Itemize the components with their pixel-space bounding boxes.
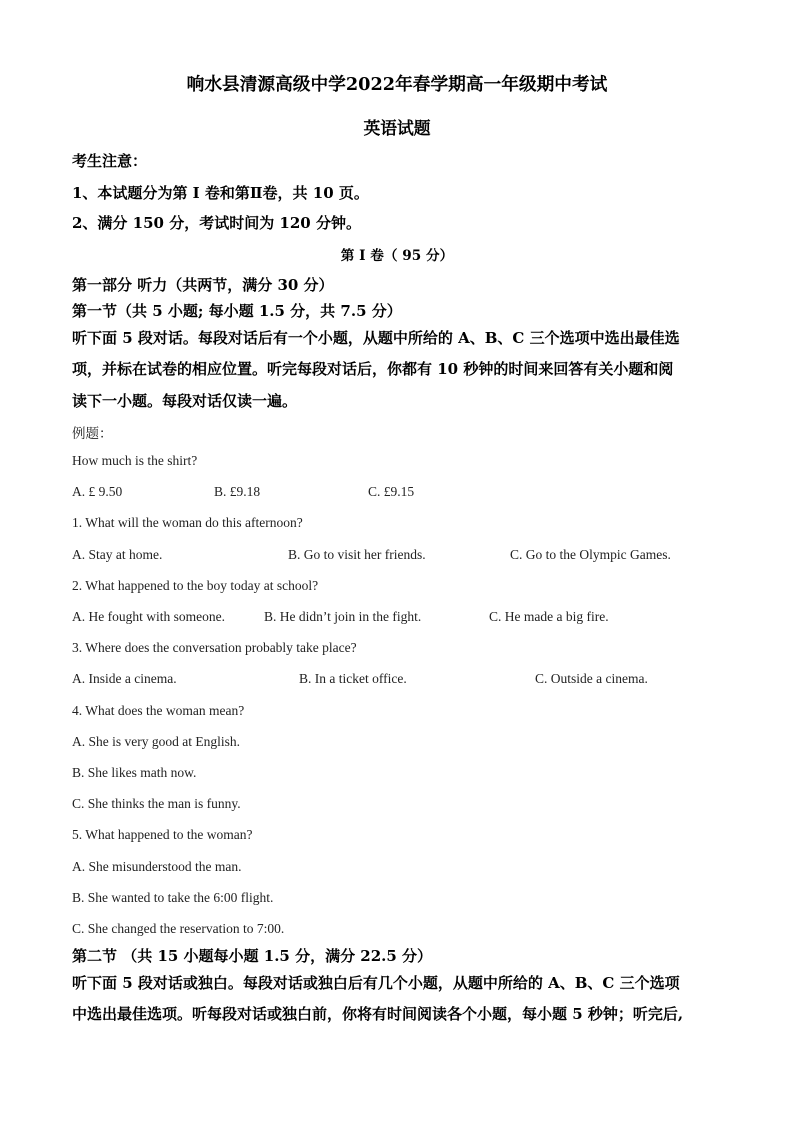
question-4: 4. What does the woman mean? bbox=[72, 703, 245, 718]
question-4-option-b: B. She likes math now. bbox=[72, 765, 197, 780]
example-option-c: C. £9.15 bbox=[368, 484, 415, 499]
notice-item: 1、本试题分为第 I 卷和第Ⅱ卷，共 10 页。 bbox=[72, 184, 369, 202]
question-3-option-b: B. In a ticket office. bbox=[299, 671, 407, 686]
question-1-option-c: C. Go to the Olympic Games. bbox=[510, 547, 671, 562]
notice-label: 考生注意： bbox=[72, 152, 148, 170]
example-question: How much is the shirt? bbox=[72, 453, 198, 468]
question-2: 2. What happened to the boy today at school? bbox=[72, 578, 319, 593]
question-4-option-a: A. She is very good at English. bbox=[72, 734, 240, 749]
question-2-option-a: A. He fought with someone. bbox=[72, 609, 225, 624]
example-option-b: B. £9.18 bbox=[214, 484, 261, 499]
section2-heading: 第二节 （共 15 小题每小题 1.5 分，满分 22.5 分） bbox=[72, 947, 433, 965]
volume-title: 第 I 卷（ 95 分） bbox=[340, 248, 454, 264]
exam-subtitle: 英语试题 bbox=[363, 118, 431, 138]
question-5: 5. What happened to the woman? bbox=[72, 827, 253, 842]
example-option-a: A. £ 9.50 bbox=[72, 484, 123, 499]
question-5-option-c: C. She changed the reservation to 7:00. bbox=[72, 921, 285, 936]
section1-instructions: 读下一小题。每段对话仅读一遍。 bbox=[72, 392, 298, 410]
question-1-option-a: A. Stay at home. bbox=[72, 547, 163, 562]
section1-heading: 第一节（共 5 小题; 每小题 1.5 分，共 7.5 分） bbox=[72, 302, 402, 320]
exam-title: 响水县清源高级中学2022年春学期高一年级期中考试 bbox=[186, 74, 608, 95]
example-label: 例题： bbox=[72, 426, 113, 441]
question-3-option-c: C. Outside a cinema. bbox=[535, 671, 648, 686]
section1-instructions: 项，并标在试卷的相应位置。听完每段对话后，你都有 10 秒钟的时间来回答有关小题和阅 bbox=[72, 360, 674, 378]
question-1: 1. What will the woman do this afternoon? bbox=[72, 515, 303, 530]
question-1-option-b: B. Go to visit her friends. bbox=[288, 547, 426, 562]
question-5-option-a: A. She misunderstood the man. bbox=[72, 859, 242, 874]
question-3: 3. Where does the conversation probably take place? bbox=[72, 640, 357, 655]
question-3-option-a: A. Inside a cinema. bbox=[72, 671, 177, 686]
question-2-option-b: B. He didn’t join in the fight. bbox=[264, 609, 422, 624]
section2-instructions: 中选出最佳选项。听每段对话或独白前，你将有时间阅读各个小题，每小题 5 秒钟；听完后, bbox=[72, 1005, 684, 1023]
question-5-option-b: B. She wanted to take the 6:00 flight. bbox=[72, 890, 274, 905]
section2-instructions: 听下面 5 段对话或独白。每段对话或独白后有几个小题，从题中所给的 A、B、C 三个选项 bbox=[72, 974, 680, 992]
part1-heading: 第一部分 听力（共两节，满分 30 分） bbox=[72, 276, 334, 294]
notice-item: 2、满分 150 分，考试时间为 120 分钟。 bbox=[72, 214, 361, 232]
section1-instructions: 听下面 5 段对话。每段对话后有一个小题，从题中所给的 A、B、C 三个选项中选出最佳选 bbox=[72, 329, 680, 347]
question-4-option-c: C. She thinks the man is funny. bbox=[72, 796, 241, 811]
question-2-option-c: C. He made a big fire. bbox=[489, 609, 609, 624]
